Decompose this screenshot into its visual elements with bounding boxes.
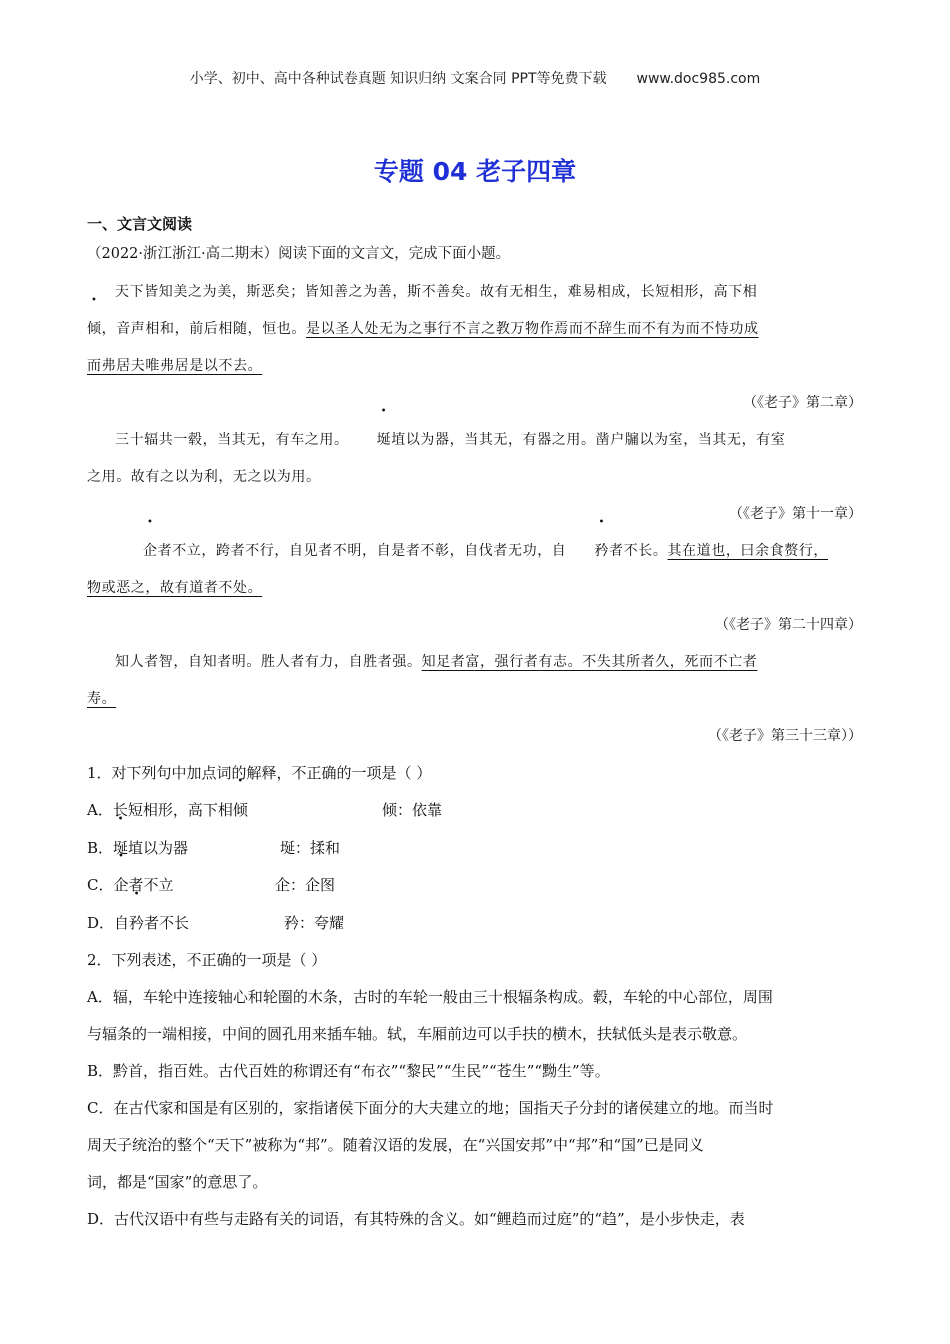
dotted-word: 埏 xyxy=(113,838,129,857)
underlined-sentence: 物或恶之，故有道者不处。 xyxy=(87,580,263,596)
underlined-sentence: 知足者富，强行者有志。不失其所者久，死而不亡者 xyxy=(421,654,758,670)
passage-3-line-1: 企者不立，跨者不行，自见者不明，自是者不彰，自伐者无功，自 矜者不长。其在道也，曰余食赘行， xyxy=(87,533,862,570)
underlined-sentence: 其在道也，曰余食赘行， xyxy=(667,543,829,559)
passage-4-source: （《老子》第三十三章）） xyxy=(708,728,862,744)
page-title: 专题 04 老子四章 xyxy=(373,157,577,186)
question-2-option-d[interactable]: D．古代汉语中有些与走路有关的词语，有其特殊的含义。如“鲤趋而过庭”的“趋”，是小步快走，表 xyxy=(87,1210,745,1228)
passage-1-source: （《老子》第二章） xyxy=(743,395,862,411)
option-explanation: 矜：夸耀 xyxy=(284,913,345,932)
intro-text: （2022·浙江浙江·高二期末）阅读下面的文言文，完成下面小题。 xyxy=(87,246,511,262)
passage-1-line-1: 天下皆知美之为美，斯恶矣；皆知善之为善，斯不善矣。故有无相生，难易相成，长短相形，高下相 xyxy=(115,284,758,300)
passage-2-source: （《老子》第十一章） xyxy=(729,506,862,522)
option-explanation: 企：企图 xyxy=(275,876,336,894)
passage-3-line-2 xyxy=(87,570,862,607)
question-1-option-b[interactable]: B．埏埴以为器 埏：揉和 xyxy=(87,830,862,868)
option-explanation: 倾：依靠 xyxy=(382,801,443,819)
question-2-option-c-cont: 周天子统治的整个“天下”被称为“邦”。随着汉语的发展，在“兴国安邦”中“邦”和“国”已是同义 xyxy=(87,1136,704,1154)
underlined-sentence: 是以圣人处无为之事行不言之教万物作焉而不辞生而不有为而不恃功成 xyxy=(306,321,759,337)
passage-2-line-1: 三十辐共一毂，当其无，有车之用。 埏埴以为器，当其无，有器之用。凿户牖以为室，当其无，有室 xyxy=(87,422,862,459)
header-url[interactable]: www.doc985.com xyxy=(636,71,761,87)
question-1-option-a[interactable]: A．长短相形，高下相倾 倾：依靠 xyxy=(87,792,862,830)
question-2-option-a[interactable]: A．辐，车轮中连接轴心和轮圈的木条，古时的车轮一般由三十根辐条构成。毂，车轮的中心部位，周围 xyxy=(87,988,773,1006)
question-2-option-c-cont: 词，都是“国家”的意思了。 xyxy=(87,1173,268,1191)
question-2-stem: 2．下列表述，不正确的一项是（ ） xyxy=(87,951,327,969)
question-2-option-b[interactable]: B．黔首，指百姓。古代百姓的称谓还有“布衣”“黎民”“生民”“苍生”“黝生”等。 xyxy=(87,1062,610,1080)
passage-1-line-3 xyxy=(87,348,862,385)
passage-1-line-2: 倾，音声相和，前后相随，恒也。是以圣人处无为之事行不言之教万物作焉而不辞生而不有为而不恃功成 xyxy=(87,311,862,348)
question-1-option-c[interactable]: C．企者不立 企：企图 xyxy=(87,867,862,905)
passage-3-source: （《老子》第二十四章） xyxy=(715,617,862,633)
question-2 xyxy=(87,942,862,1238)
dotted-word: 企 xyxy=(143,543,158,559)
underlined-sentence: 寿。 xyxy=(87,691,117,707)
passage-3 xyxy=(87,533,862,644)
passage-4-line-1: 知人者智，自知者明。胜人者有力，自胜者强。知足者富，强行者有志。不失其所者久，死而不亡者 xyxy=(115,654,758,670)
question-1-stem: 1．对下列句中加点词的解释，不正确的一项是（ ） xyxy=(87,764,432,782)
question-1-option-d[interactable]: D．自矜者不长 矜：夸耀 xyxy=(87,905,862,943)
dotted-word: 倾 xyxy=(232,801,248,819)
underlined-sentence: 而弗居夫唯弗居是以不去。 xyxy=(87,358,263,374)
question-2-option-c[interactable]: C．在古代家和国是有区别的，家指诸侯下面分的大夫建立的地；国指天子分封的诸侯建立的地。而当时 xyxy=(87,1099,774,1117)
passage-1 xyxy=(87,274,862,422)
document-body xyxy=(87,210,862,1238)
passage-4-line-2 xyxy=(87,681,862,718)
passage-2-line-2: 之用。故有之以为利，无之以为用。 xyxy=(87,469,321,485)
dotted-word: 矜 xyxy=(129,913,145,932)
page-header xyxy=(0,68,950,88)
header-text: 小学、初中、高中各种试卷真题 知识归纳 文案合同 PPT等免费下载 xyxy=(189,71,607,87)
dotted-word: 企 xyxy=(113,876,129,894)
section-heading: 一、文言文阅读 xyxy=(87,215,193,233)
passage-2 xyxy=(87,422,862,533)
option-explanation: 埏：揉和 xyxy=(280,838,341,857)
passage-4 xyxy=(87,644,862,755)
question-1 xyxy=(87,755,862,942)
dotted-word: 埏 xyxy=(376,432,392,448)
question-2-option-a-cont: 与辐条的一端相接，中间的圆孔用来插车轴。轼，车厢前边可以手扶的横木，扶轼低头是表示敬意。 xyxy=(87,1025,748,1043)
dotted-word: 矜 xyxy=(594,543,610,559)
dotted-word: 倾 xyxy=(87,321,102,337)
